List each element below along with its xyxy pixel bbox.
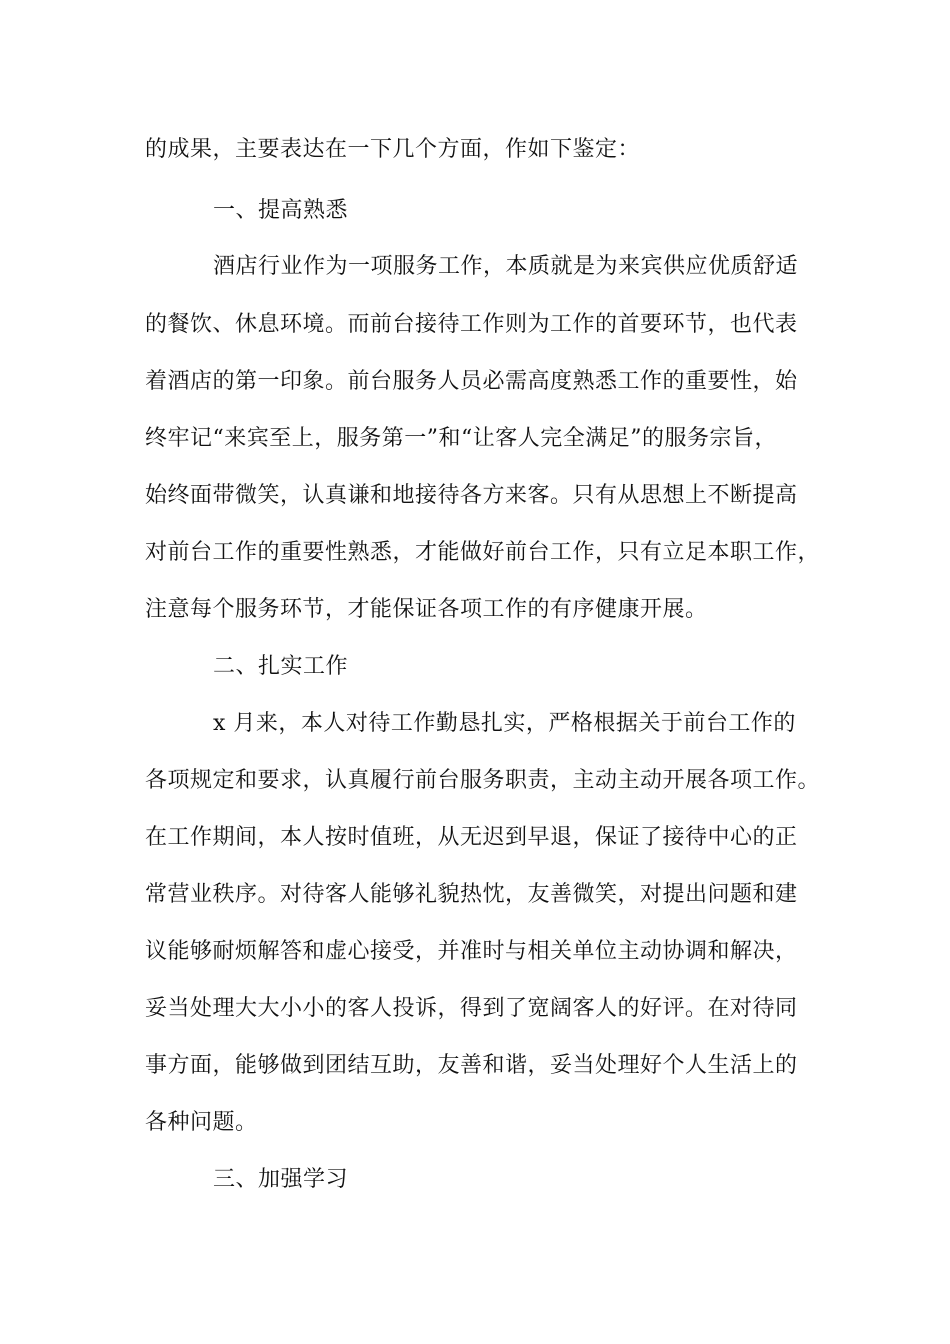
text-line: 注意每个服务环节，才能保证各项工作的有序健康开展。 — [145, 597, 708, 622]
text-line: 对前台工作的重要性熟悉，才能做好前台工作，只有立足本职工作， — [145, 540, 821, 565]
text-line: 议能够耐烦解答和虚心接受，并准时与相关单位主动协调和解决， — [145, 939, 798, 964]
text-line: 在工作期间，本人按时值班，从无迟到早退，保证了接待中心的正 — [145, 825, 798, 850]
section-heading: 一、提高熟悉 — [213, 198, 349, 223]
text-line: 常营业秩序。对待客人能够礼貌热忱，友善微笑，对提出问题和建 — [145, 882, 798, 907]
text-line: 各种问题。 — [145, 1110, 258, 1135]
text-line: 着酒店的第一印象。前台服务人员必需高度熟悉工作的重要性，始 — [145, 369, 798, 394]
section-heading: 二、扎实工作 — [213, 654, 349, 679]
text-line: 事方面，能够做到团结互助，友善和谐，妥当处理好个人生活上的 — [145, 1053, 798, 1078]
text-line: 的餐饮、休息环境。而前台接待工作则为工作的首要环节，也代表 — [145, 312, 798, 337]
text-line: 始终面带微笑，认真谦和地接待各方来客。只有从思想上不断提高 — [145, 483, 798, 508]
text-line: 酒店行业作为一项服务工作，本质就是为来宾供应优质舒适 — [213, 254, 799, 279]
section-heading: 三、加强学习 — [213, 1167, 349, 1192]
text-line: 的成果，主要表达在一下几个方面，作如下鉴定： — [145, 137, 641, 162]
text-line: 终牢记“来宾至上，服务第一”和“让客人完全满足”的服务宗旨， — [145, 426, 777, 451]
text-line: x 月来，本人对待工作勤恳扎实，严格根据关于前台工作的 — [213, 711, 796, 736]
text-line: 妥当处理大大小小的客人投诉，得到了宽阔客人的好评。在对待同 — [145, 996, 798, 1021]
text-line: 各项规定和要求，认真履行前台服务职责，主动主动开展各项工作。 — [145, 768, 821, 793]
